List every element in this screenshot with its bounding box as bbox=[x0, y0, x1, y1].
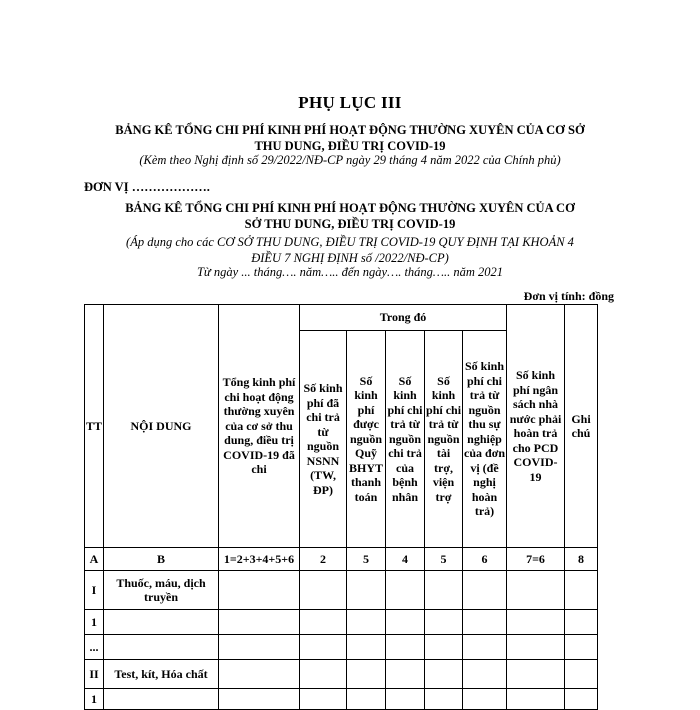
heading-secondary bbox=[60, 200, 640, 232]
apply-note-line: (Áp dụng cho các CƠ SỞ THU DUNG, ĐIỀU TRỊ COVID-19 QUY ĐỊNH TẠI KHOẢN 4 bbox=[126, 235, 574, 249]
table-row bbox=[85, 660, 598, 689]
index-cell: A bbox=[85, 548, 104, 571]
index-cell: 8 bbox=[565, 548, 598, 571]
header-hoan-tra: Số kinh phí ngân sách nhà nước phải hoàn trả cho PCD COVID-19 bbox=[507, 305, 565, 548]
heading-primary-line: BẢNG KÊ TỔNG CHI PHÍ KINH PHÍ HOẠT ĐỘNG THƯỜNG XUYÊN CỦA CƠ SỞ bbox=[115, 123, 585, 137]
header-su-nghiep: Số kinh phí chi trả từ nguồn thu sự nghiệp của đơn vị (đề nghị hoàn trả) bbox=[463, 331, 507, 548]
unit-label: ĐƠN VỊ ………………. bbox=[84, 180, 210, 194]
currency-unit: Đơn vị tính: đồng bbox=[523, 289, 614, 303]
header-tong: Tổng kinh phí chi hoạt động thường xuyên của cơ sở thu dung, điều trị COVID-19 đã chi bbox=[219, 305, 300, 548]
table-row bbox=[85, 610, 598, 635]
heading-primary-line: THU DUNG, ĐIỀU TRỊ COVID-19 bbox=[254, 139, 446, 153]
index-cell: 2 bbox=[300, 548, 347, 571]
apply-note bbox=[60, 234, 640, 266]
heading-primary bbox=[60, 122, 640, 154]
header-ghi-chu: Ghi chú bbox=[565, 305, 598, 548]
heading-secondary-line: SỞ THU DUNG, ĐIỀU TRỊ COVID-19 bbox=[244, 217, 456, 231]
row-noi-dung bbox=[104, 635, 219, 660]
index-cell: 5 bbox=[347, 548, 386, 571]
index-cell: 5 bbox=[425, 548, 463, 571]
header-trong-do: Trong đó bbox=[300, 305, 507, 331]
header-noi-dung: NỘI DUNG bbox=[104, 305, 219, 548]
row-noi-dung: Test, kít, Hóa chất bbox=[104, 660, 219, 689]
apply-note-line: ĐIỀU 7 NGHỊ ĐỊNH số /2022/NĐ-CP) bbox=[251, 251, 449, 265]
index-cell: 7=6 bbox=[507, 548, 565, 571]
row-tt: 1 bbox=[85, 610, 104, 635]
appendix-title: PHỤ LỤC III bbox=[298, 93, 402, 112]
reporting-period: Từ ngày ... tháng…. năm….. đến ngày…. tháng….. năm 2021 bbox=[196, 265, 504, 279]
index-row bbox=[85, 548, 598, 571]
header-benh-nhan: Số kinh phí chi trả từ nguồn chi trả của bệnh nhân bbox=[386, 331, 425, 548]
row-tt: I bbox=[85, 571, 104, 610]
index-cell: 1=2+3+4+5+6 bbox=[219, 548, 300, 571]
row-noi-dung: Thuốc, máu, dịch truyền bbox=[104, 571, 219, 610]
header-bhyt: Số kinh phí được nguồn Quỹ BHYT thanh toán bbox=[347, 331, 386, 548]
table-row bbox=[85, 635, 598, 660]
table-row bbox=[85, 571, 598, 610]
row-noi-dung bbox=[104, 610, 219, 635]
expense-table bbox=[84, 304, 598, 710]
index-cell: 4 bbox=[386, 548, 425, 571]
header-nsnn: Số kinh phí đã chi trả từ nguồn NSNN (TW, ĐP) bbox=[300, 331, 347, 548]
row-noi-dung bbox=[104, 689, 219, 710]
index-cell: 6 bbox=[463, 548, 507, 571]
row-tt: 1 bbox=[85, 689, 104, 710]
table-row bbox=[85, 689, 598, 710]
row-tt: ... bbox=[85, 635, 104, 660]
index-cell: B bbox=[104, 548, 219, 571]
header-tt: TT bbox=[85, 305, 104, 548]
attached-note: (Kèm theo Nghị định số 29/2022/NĐ-CP ngày 29 tháng 4 năm 2022 của Chính phủ) bbox=[139, 153, 561, 167]
header-tai-tro: Số kinh phí chi trả từ nguồn tài trợ, viện trợ bbox=[425, 331, 463, 548]
header-row bbox=[85, 305, 598, 331]
heading-secondary-line: BẢNG KÊ TỔNG CHI PHÍ KINH PHÍ HOẠT ĐỘNG THƯỜNG XUYÊN CỦA CƠ bbox=[125, 201, 575, 215]
row-tt: II bbox=[85, 660, 104, 689]
